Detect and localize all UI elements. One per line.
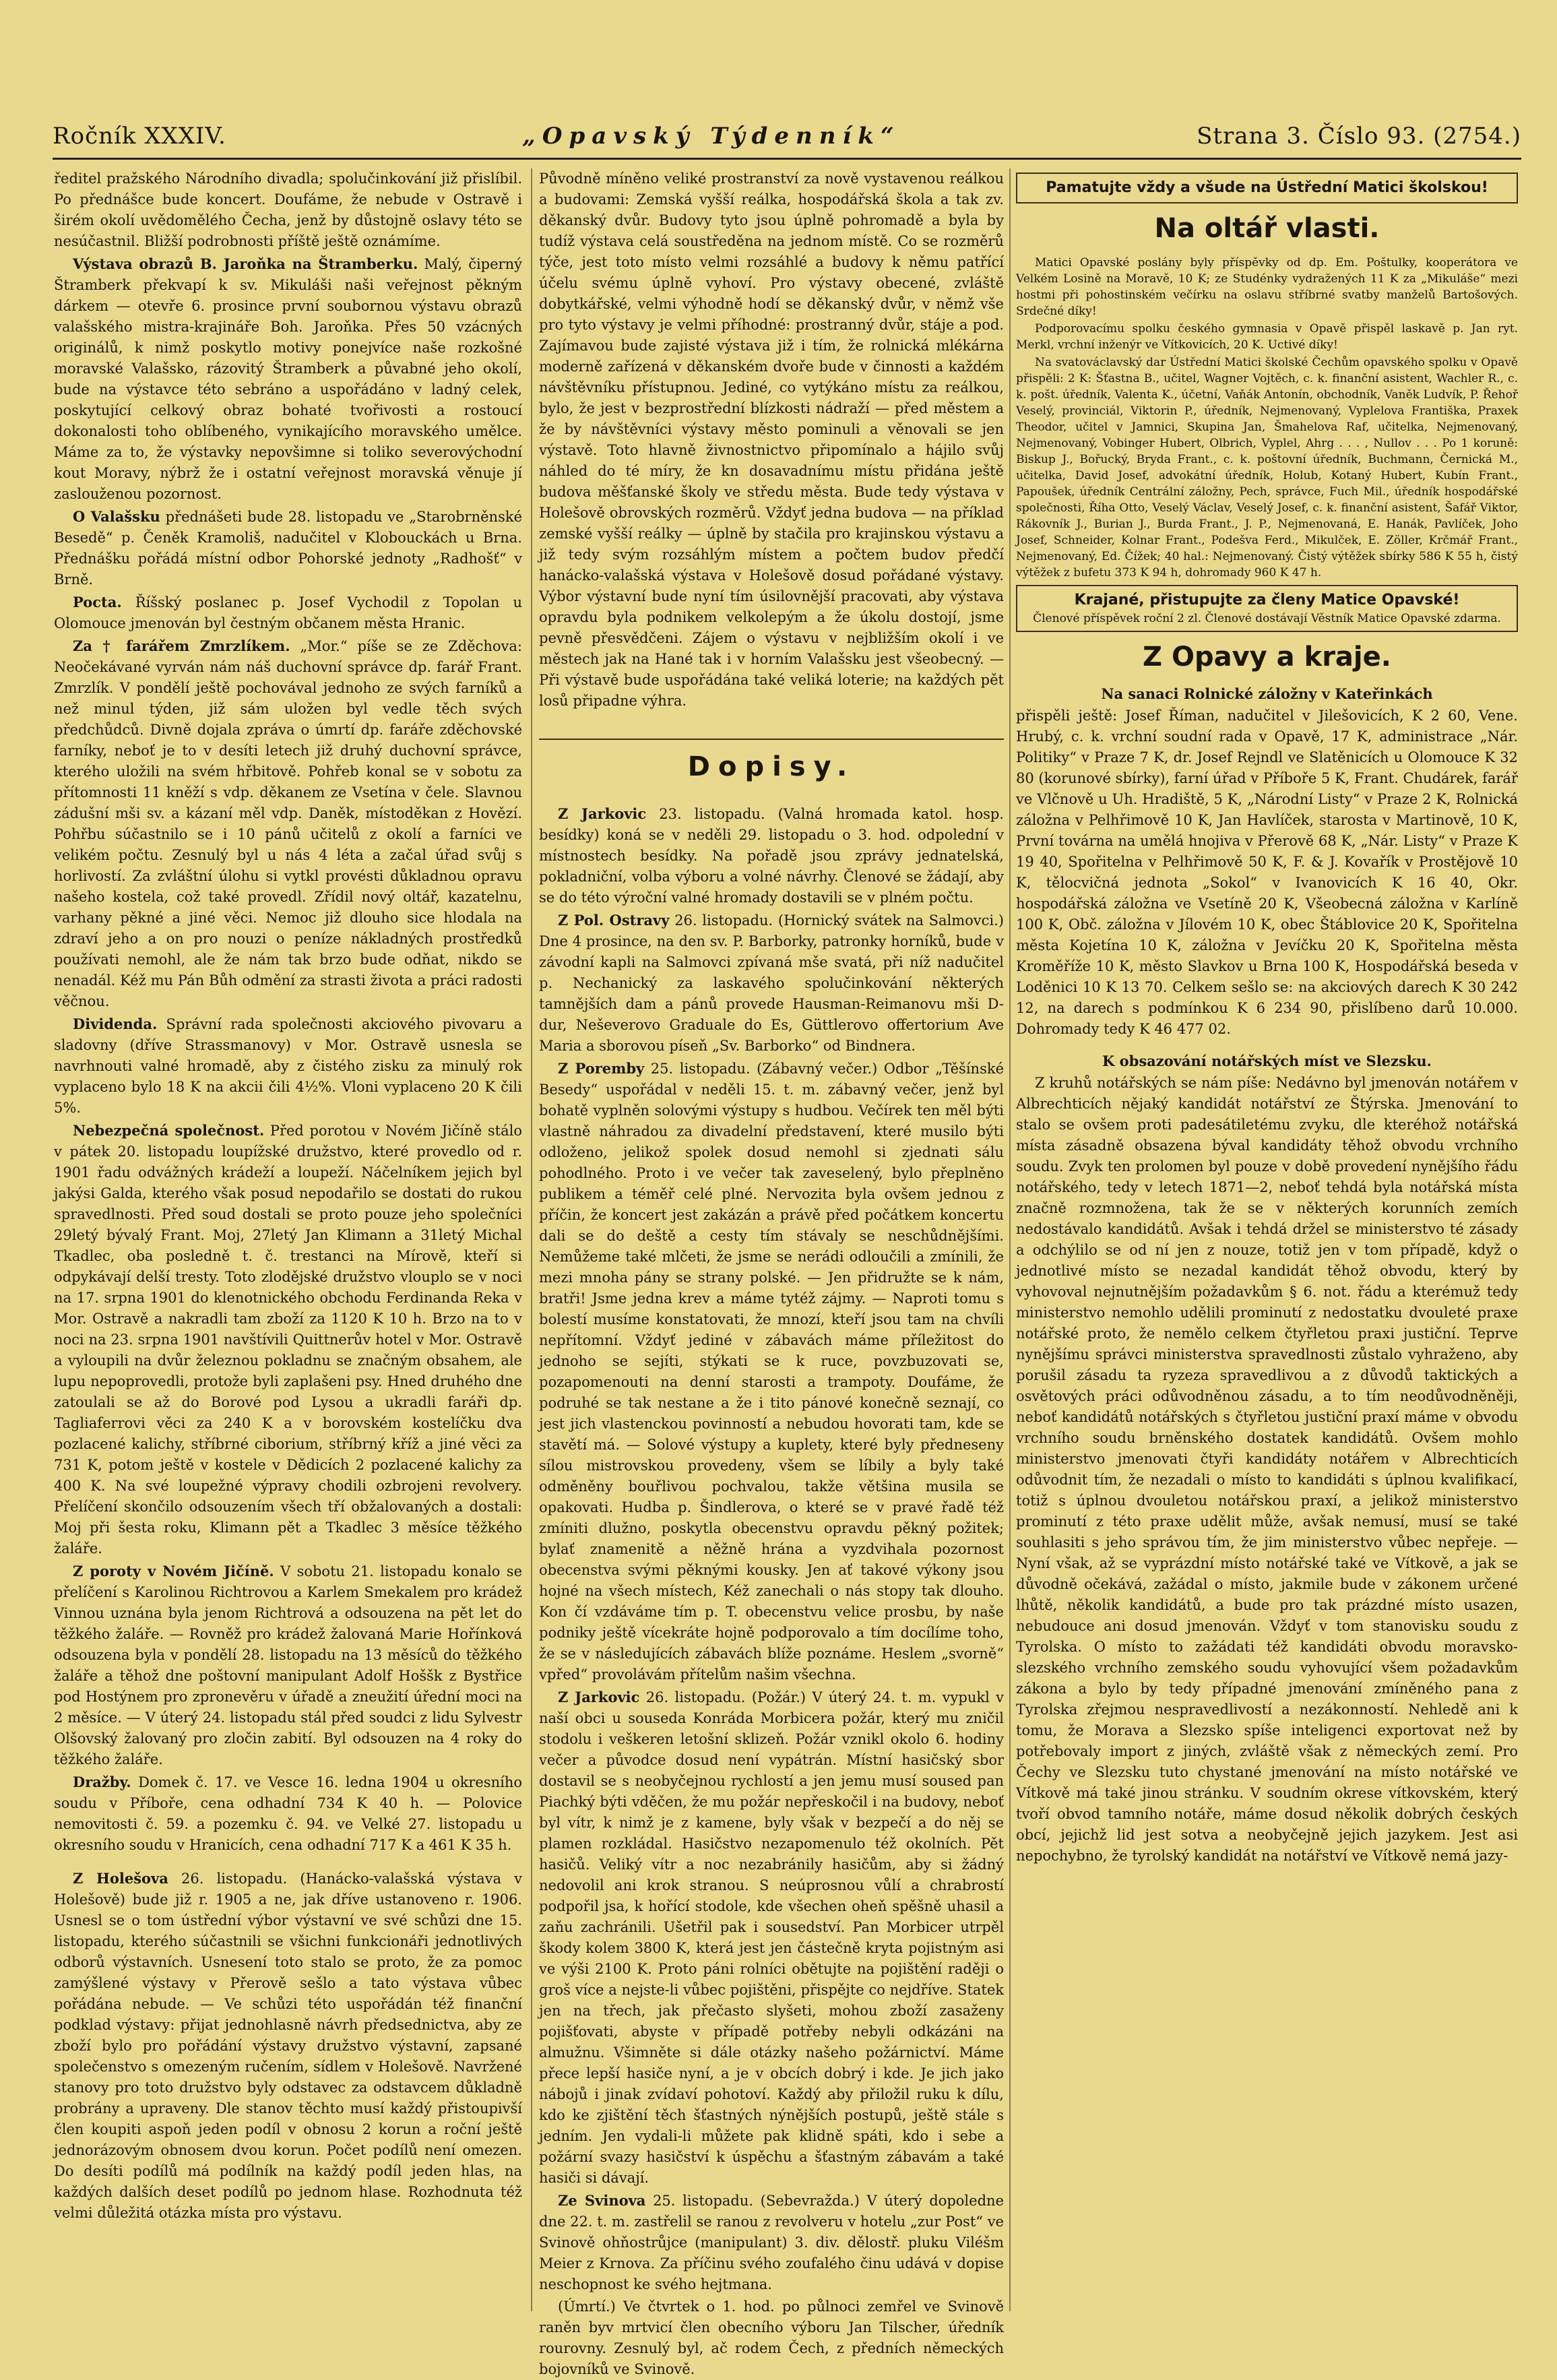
article-title: Výstava obrazů B. Jaroňka na Štramberku. bbox=[73, 255, 418, 272]
article-text: 26. listopadu. (Hanácko-valašská výstava v Holešově) bude již r. 1905 a ne, jak dříve ustanoveno r. 1906. Usnesl se o tom ústřední výbor výstavní ve své schůzi dne 15. listopadu, kterého súčastnili se všichni funkcionáři jednotlivých odborů výstavních. Usnesení toto stalo se proto, že za pomoc zamýšlené výstavy v Přerově sešlo a tato výstava vůbec pořádána nebude. — Ve schůzi této uspořádán též finanční podklad výstavy: přijat jednohlasně návrh předsednictva, aby ze zboží bylo pro pořádání výstavy družstvo výstavní, zapsané společenstvo s omezeným ručením, sídlem v Holešově. Navržené stanovy pro toto družstvo byly odstavec za odstavcem důkladně probrány a upraveny. Dle stanov těchto musí každý přistoupivší člen koupiti aspoň jeden podíl v obnosu 2 korun a roční ještě jednorázovým obnosem dvou korun. Počet podílů není omezen. Do desíti podílů má podílník na každý podíl jeden hlas, na každých dalších deset podílů po jednom hlase. Rozhodnuta též velmi důležitá otázka místa pro výstavu. bbox=[54, 1871, 523, 2221]
article bbox=[54, 1561, 522, 1770]
header-title: „Opavský Týdenník“ bbox=[522, 123, 901, 150]
article-title: Dražby. bbox=[73, 1774, 131, 1790]
article bbox=[54, 1120, 522, 1559]
article-text: Říšský poslanec p. Josef Vychodil z Topolan u Olomouce jmenován byl čestným občanem města Hranic. bbox=[54, 594, 522, 631]
column-rule-2 bbox=[1009, 168, 1011, 2311]
letter-text: 25. listopadu. (Zábavný večer.) Odbor „Těšínské Besedy“ uspořádal v neděli 15. t. m. zábavný večer, jenž byl bohatě vyplněn solovými výstupy s hudbou. Večírek ten měl býti vlastně náhradou za divadelní představení, které musilo býti odloženo, jelikož spolek dosud nemohl si zjednati sálu pohodlného. Proto i ve večer tak zaveselený, bylo přeplněno publikem a téměř celé plné. Nervozita byla ovšem jednou z příčin, že koncert jest zakázán a právě před počátkem koncertu dali se do deště a cesty tím stávaly se neschůdnějšími. Nemůžeme také mlčeti, že jsme se nerádi odloučili a zmínili, že mezi mnoha pány se strany polské. — Jen přidružte se k nám, bratři! Jsme jedna krev a máme tytéž zájmy. — Naproti tomu s bolestí musíme konstatovati, že mnozí, kteří jsou tam na chvíli nepřítomní. Vždyť jediné v zábavách máme příležitost do jednoho se sejíti, stýkati se k ruce, povzbuzovati se, pozapomenouti na denní starosti a trampoty. Doufáme, že podruhé se tak nestane a že i tito pánové konečně seznají, co jest jich vlastenckou povinností a nebudou hovorati tam, kde se stavětí má. — Solové výstupy a kuplety, které byly předneseny sílou mistrovskou provedeny, všem se líbily a byly také odměněny bouřlivou pochvalou, takže většina musila se opakovati. Hudba p. Šindlerova, o které se v pravé řadě též zmíniti dlužno, poskytla obecenstvu opravdu pěkný požitek; bylať znamenitě a něžně hrána a vyzdvihala pozornost obecenstva svými pěknými kousky. Jen ať takové výkony jsou hojné na všech místech, Kéž zanechali o nás stopy tak dlouho. Kon čí vzdáváme tím p. T. obecenstvu velice prosbu, by naše podniky ještě vícekráte hojně podporovalo a tím docílíme toho, že se v následujících zábavách blíže poznáme. Heslem „svorně“ vpřed“ provolávám přítelům našim všechna. bbox=[539, 1061, 1004, 1683]
column-2 bbox=[539, 168, 1004, 2377]
donation-text: Matici Opavské poslány byly příspěvky od dp. Em. Poštulky, kooperátora ve Velkém Losině na Moravě, 10 K; ze Studénky vydražených 11 K za „Mikuláše“ mezi hostmi při pohostinském večírku na oslavu stříbrné svatby manželů Bartošových. Srdečné díky! bbox=[1016, 256, 1518, 318]
letter-text: 23. listopadu. (Valná hromada katol. hosp. besídky) koná se v neděli 29. listopadu o 3. hod. odpolední v místnostech besídky. Na pořadě jsou zprávy jednatelská, pokladniční, volba výboru a volné návrhy. Členové se žádají, aby se do této výroční valné hromady dostavili se v plném počtu. bbox=[539, 806, 1004, 906]
article-text: V sobotu 21. listopadu konalo se přelíčení s Karolinou Richtrovou a Karlem Smekalem pro krádež Vinnou uznána byla jenom Richtrová a odsouzena na pět let do těžkého žaláře. — Rovněž pro krádež žalovaná Marie Hořínková odsouzena byla v pondělí 28. listopadu na 13 měsíců do těžkého žaláře a těhož dne poštovní manipulant Adolf Hoššk z Bystřice pod Hostýnem pro zpronevěru v úřadě a zneužití úřední moci na 2 měsíce. — V úterý 24. listopadu stál před soudci z lidu Sylvestr Olšovský žalovaný pro zločin zabití. Byl odsouzen na 4 roky do těžkého žaláře. bbox=[54, 1563, 522, 1767]
letter-title: Z Jarkovic bbox=[558, 805, 647, 822]
section-heading-dopisy: Dopisy. bbox=[539, 739, 1004, 787]
header-page-number: Strana 3. Číslo 93. (2754.) bbox=[1197, 123, 1521, 150]
article-text: přispěli ještě: Josef Říman, nadučitel v Jilešovicích, K 2 60, Vene. Hrubý, c. k. vrchní soudní rada v Opavě, 17 K, administrace „Nár. Politiky“ v Praze 7 K, dr. Josef Rejndl ve Slatěnicích u Olomouce K 32 80 (korunové sbírky), farní úřad v Příboře 5 K, Frant. Chudárek, farář ve Vlčnově u Uh. Hradiště, 5 K, „Národní Listy“ v Praze 2 K, Rolnická záložna v Pelhřimově 10 K, Jan Havlíček, starosta v Martinově, 10 K, První továrna na umělá hnojiva v Přerově 68 K, „Nár. Listy“ v Praze K 19 40, Spořitelna v Pelhřimově 50 K, F. & J. Kovařík v Prostějově 10 K, tělocvičná jednota „Sokol“ v Ivanovicích K 16 40, Okr. hospodářská záložna ve Vsetíně 20 K, Všeobecná záložna v Karlíně 100 K, Obč. záložna v Jílovém 10 K, obec Štáblovice 20 K, Spořitelna města Kojetína 10 K, záložna v Jevíčku 20 K, Spořitelna města Kroměříže 10 K, město Slavkov u Brna 100 K, Hospodářská beseda v Loděnici 10 K 13 70. Celkem sešlo se: na akciových darech K 30 242 12, na darech s podmínkou K 6 234 90, přislíbeno darů 10.000. Dohromady tedy K 46 477 02. bbox=[1016, 708, 1518, 1037]
article-text: „Mor.“ píše se ze Zděchova: Neočekávané vyrván nám náš duchovní správce dp. farář Frant. Zmrzlík. V pondělí ještě pochovával jednoho ze svých farníků a než minul týden, již sám uložen byl vedle těch svých předchůdců. Divně dojala zpráva o úmrtí dp. faráře zděchovské farníky, neboť je to v desíti letech již druhý duchovní správce, kterého uložili na svém hřbitově. Pohřeb konal se v sobotu za přítomnosti 11 kněží s vdp. děkanem ze Vsetína v čele. Slavnou zádušní mši sv. a kázaní měl vdp. Daněk, místoděkan z Hovězí. Pohřbu súčastnilo se i 10 pánů učitelů z okolí a farníci ve velikém počtu. Zesnulý byl u nás 4 léta a začal úřad svůj s horlivostí. Za zvláštní úlohu si vytkl provésti důkladnou opravu našeho kostela, což také provedl. Zřídil nový oltář, kazatelnu, varhany pěkné a jiné věci. Nemoc již dlouho sice hlodala na zdraví jeho a on pro nouzi o peníze nákladných prostředků používati nemohl, ale že nám tak brzo bude odňat, nikdo se nenadál. Kéž mu Pán Bůh odmění za strasti života a práci radosti věčnou. bbox=[54, 638, 522, 1009]
column-1 bbox=[54, 168, 522, 2311]
letter bbox=[539, 1058, 1004, 1685]
article-title: Z Holešova bbox=[73, 1870, 168, 1887]
article bbox=[54, 592, 522, 634]
letter-title: Z Pol. Ostravy bbox=[558, 912, 670, 929]
article-title: Pocta. bbox=[73, 594, 122, 610]
page-header bbox=[53, 115, 1521, 160]
article-title: O Valašsku bbox=[73, 508, 160, 525]
article bbox=[54, 635, 522, 1012]
header-volume: Ročník XXXIV. bbox=[53, 123, 226, 150]
donation-text: Na svatováclavský dar Ústřední Matici školské Čechům opavského spolku v Opavě přispěli: 2 K: Šťastna B., učitel, Wagner Vojtěch, c. k. finanční asistent, Wachler R., c. k. pošt. úředník, Valenta K., účetní, Vaňák Antonín, obchodník, Vaněk Ludvík, P. Řehoř Veselý, provinciál, Viktorin P., úředník, Nejmenovaný, Vyplelova Františka, Praxek Theodor, učitel v Jamnici, Skupina Jan, Šmahelova Raf, učitelka, Nejmenovaný, Nejmenovaný, Vobinger Hubert, Olbrich, Vyplel, Ahrg . . . , Nullov . . . Po 1 koruně: Biskup J., Bořucký, Bryda Frant., c. k. poštovní úředník, Buchmann, Černická M., učitelka, David Josef, advokátní úředník, Holub, Kotaný Hubert, Kubín Frant., Papoušek, úředník Centrální záložny, Pech, správce, Fuch Mil., úředník hospodářské společnosti, Říha Otto, Veselý Václav, Veselý Josef, c. k. finanční asistent, Šafář Viktor, Rákovník J., Burian J., Burda Frant., J. P., Nejmenovaná, E. Hanák, Pavlíček, Joho Josef, Schneider, Kolnar Frant., Podešva Ferd., Mikulček, E. Zöller, Krčmář Frant., Nejmenovaný, Ed. Čížek; 40 hal.: Nejmenovaný. Čistý výtěžek sbírky 586 K 55 h, čistý výtěžek z bufetu 373 K 94 h, dohromady 960 K 47 h. bbox=[1016, 356, 1518, 580]
letter-title: Z Jarkovic bbox=[558, 1689, 640, 1705]
notice-title: Pamatujte vždy a všude na Ústřední Matici školskou! bbox=[1046, 179, 1488, 196]
article bbox=[54, 253, 522, 505]
letter bbox=[539, 910, 1004, 1057]
article bbox=[54, 506, 522, 590]
article-text: Domek č. 17. ve Vesce 16. ledna 1904 u okresního soudu v Příboře, cena odhadní 734 K 40 h. — Polovice nemovitosti č. 59. a pozemku č. 94. ve Velké 27. listopadu u okresního soudu v Hranicích, cena odhadní 717 K a 461 K 35 h. bbox=[54, 1774, 522, 1853]
article-title: K obsazování notářských míst ve Slezsku. bbox=[1102, 1053, 1432, 1069]
article-text: Malý, čiperný Štramberk překvapí k sv. Mikuláši naši veřejnost pěkným dárkem — otevře 6. prosince první soubornou výstavu obrazů valašského mistra-krajináře Boh. Jaroňka. Přes 50 vzácných originálů, k nimž poskytlo motivy ponejvíce naše rozkošné moravské Valašsko, rázovitý Štramberk a půvabné jeho okolí, bude na výstavce této sebráno a uspořádáno v ladný celek, poskytující celkový obraz bohaté tvořivosti a rostoucí dokonalosti toho oblíbeného, vynikajícího moravského umělce. Máme za to, že výstavky nepovšimne si toliko severovýchodní kout Moravy, nýbrž že i ostatní veřejnost moravská věnuje jí zaslouženou pozornost. bbox=[54, 256, 522, 502]
article-title: Nebezpečná společnost. bbox=[73, 1122, 265, 1139]
letter bbox=[539, 1687, 1004, 2189]
article-title: Za † farářem Zmrzlíkem. bbox=[73, 637, 290, 654]
article-title: Z poroty v Novém Jičíně. bbox=[73, 1563, 274, 1579]
article-text: Správní rada společnosti akciového pivovaru a sladovny (dříve Strassmanovy) v Mor. Ostravě usnesla se navrhnouti valné hromadě, aby z čistého zisku za minulý rok vyplaceno bylo 18 K na akcii čili 4½%. Vloni vyplaceno 20 K čili 5%. bbox=[54, 1016, 523, 1116]
notice-text: Členové příspěvek roční 2 zl. Členové dostávají Věstník Matice Opavské zdarma. bbox=[1033, 612, 1501, 625]
letter-text: 26. listopadu. (Hornický svátek na Salmovci.) Dne 4 prosince, na den sv. P. Barborky, patronky horníků, bude v závodní kapli na Salmovci zpívaná mše svatá, při níž nadučitel p. Nechanický za laskavého spolučinkování některých tamnějších dam a pánů provede Hausman-Reimanovu mši D-dur, Neševerovo Graduale do Es, Güttlerovo offertorium Ave Maria a sborovou píseň „Sv. Barborko“ od Bindnera. bbox=[539, 912, 1004, 1054]
notice-box-matice bbox=[1016, 173, 1518, 203]
article-text: Před porotou v Novém Jičíně stálo v pátek 20. listopadu loupížské družstvo, které provedlo od r. 1901 řadu odvážných krádeží a loupeží. Náčelníkem jejich byl jakýsi Galda, kterého však posud nepodařilo se dostati do rukou spravedlnosti. Před soud dostali se proto pouze jeho společníci 29letý bývalý Frant. Moj, 27letý Jan Klimann a 31letý Michal Tkadlec, oba posledně t. č. trestanci na Mírově, kteří si odpykávají delší tresty. Toto zlodějské družstvo vlouplo se v noci na 17. srpna 1901 do klenotnického obchodu Ferdinanda Reka v Mor. Ostravě a nakradli tam zboží za 1120 K 10 h. Brzo na to v noci na 23. srpna 1901 navštívili Quittnerův hotel v Mor. Ostravě a vyloupili na dvůr železnou pokladnu se značným obsahem, ale lupu nepoprovedli, protože byli zaplašeni psy. Hned druhého dne zatoulali se až do Borové pod Lysou a ukradli faráři dp. Tagliaferrovi věci za 240 K a v borovském kostelíčku dva pozlacené kalichy, stříbrné ciborium, stříbrný kříž a jiné věci za 731 K, potom ještě v kostele v Dědicích 2 pozlacené kalichy za 400 K. Na své loupežné výpravy chodili ozbrojeni revolvery. Přelíčení skončilo odsouzením všech tří obžalovaných a dostali: Moj při šesta roku, Klimann pět a Tkadlec 3 měsíce těžkého žaláře. bbox=[54, 1123, 522, 1557]
section-heading-opava: Z Opavy a kraje. bbox=[1143, 641, 1391, 672]
letter-text: 25. listopadu. (Sebevražda.) V úterý dopoledne dne 22. t. m. zastřelil se ranou z revolveru v hotelu „zur Post“ ve Svinově ohňostrůjce (manipulant) 3. div. dělostř. pluku Viléšm Meier z Krnova. Za příčinu svého zoufalého činu udává v dopise neschopnost ke svého hejtmana. bbox=[539, 2193, 1004, 2292]
letter-text: 26. listopadu. (Požár.) V úterý 24. t. m. vypukl v naší obci u souseda Konráda Morbicera požár, který mu zničil stodolu i veškeren letošní sklizeň. Požár vznikl okolo 6. hodiny večer a původce dosud není vypátrán. Místní hasičský sbor dostavil se s neobyčejnou rychlostí a jen jemu musí soused pan Piachký býti vděčen, že mu požár nepřeskočil i na budovy, neboť byl vítr, k nimž je z kamene, byly však v bezpečí a do něj se plamen rozkládal. Hasičstvo nezapomenulo též okolních. Pět hasičů. Veliký vítr a noc nezabránily hasičům, aby si žádný nedovolil ani krok stranou. S neúprosnou vůlí a chrabrostí podpořil jsa, k hořící stodole, kde všechen oheň spěšně uhasil a zaňu zachránili. Ušetřil pak i sousedství. Pan Morbicer utrpěl škody kolem 3800 K, která jest jen částečně kryta pojistným asi ve výši 2100 K. Proto páni rolníci obětujte na pojištění raději o groš více a nejste-li vůbec pojištěni, přispějte co nejdříve. Statek jen na třech, jak přečasto slyšeti, mohou zboží zasaženy pojišťovati, abyste v případě potřeby nebyli odkázáni na almužnu. Všimněte si dále otázky našeho požárnictví. Máme přece lepší hasiče nyní, a je v obcích dobrý i kde. Je jich jako nábojů i jinak zvídaví pohotoví. Každý aby přiložil ruku k dílu, kdo ke zjištění těch šťastných nýnějších postupů, ještě stále s jedním. Jen vydali-li můžete pak klidně spáti, kdo i sebe a požární svazy hasičství k úspěchu a šťastným zábavám a také hasiči si dávají. bbox=[539, 1689, 1004, 2186]
letter bbox=[539, 2296, 1004, 2380]
letter bbox=[539, 803, 1004, 908]
notice-title: Krajané, přistupujte za členy Matice Opavské! bbox=[1074, 592, 1460, 608]
column-3 bbox=[1016, 168, 1518, 2311]
letter-text: (Úmrtí.) Ve čtvrtek o 1. hod. po půlnoci zemřel ve Svinově raněn byv mrtvicí člen obecního výboru Jan Tilscher, úředník rourovny. Zesnulý byl, ač rodem Čech, z předních německých bojovníků ve Svinově. bbox=[539, 2298, 1004, 2377]
notice-box-members bbox=[1016, 585, 1518, 632]
article bbox=[54, 1868, 522, 2224]
article-text: ředitel pražského Národního divadla; spolučinkování již přislíbil. Po přednášce bude koncert. Doufáme, že nebude v Ostravě i širém okolí uvědomělého Čecha, jenž by důstojně oslavy této se nesúčastnil. Bližší podrobnosti příště ještě oznámíme. bbox=[54, 170, 522, 249]
article-text: Původně míněno veliké prostranství za nově vystavenou reálkou a budovami: Zemská vyšší reálka, hospodářská škola a tak zv. děkanský dvůr. Budovy tyto jsou úplně pohromadě a byla by tudíž výstava celá soustředěna na jednom místě. Co se rozměrů týče, jest toto místo velmi rozsáhlé a budovy k němu patřící účelu svému úplně vyhoví. Pro výstavy obecené, zvláště dobytkářské, velmi výhodně hodí se děkanský dvůr, v němž vše pro tyto výstavy je velmi příhodné: prostranný dvůr, stáje a pod. Zajímavou bude zajisté výstava již i tím, že rolnická mlékárna moderně zařízená v děkanském dvoře bude v činnosti a každém návštěvníku přístupnou. Jediné, co vytýkáno místu za reálkou, bylo, že jest v bezprostřední blízkosti nádraží — před městem a že by návštěvníci výstavy město pominuli a věnovali se jen výstavě. Toto hlavně živnostnictvo připomínalo a hájilo svůj náhled do té míry, že kn dosavadnímu místu přidána ještě budova měšťanské školy ve středu města. Bude tedy výstava v Holešově obrovských rozměrů. Vždyť jedna budova — na příklad zemské vyšší reálky — úplně by stačila pro krajinskou výstavu a již tedy svým rozsáhlým místem a počtem budov předčí hanácko-valašská výstava v Holešově dosud pořádané výstavy. Výbor výstavní bude nyní tím úsilovnější pracovati, aby výstava opravdu byla podnikem velkolepým a že úkolu dostojí, jsme pevně přesvědčeni. Zájem o výstavu v nejbližším okolí i ve městech jak na Hané tak i v horním Valašsku jest všeobecný. — Při výstavě bude uspořádána také veliká loterie; na každých pět losů připadne výhra. bbox=[539, 170, 1004, 709]
letter-title: Ze Svinova bbox=[558, 2192, 646, 2209]
article-text: Z kruhů notářských se nám píše: Nedávno byl jmenován notářem v Albrechticích nějaký kandidát notářství ze Štýrska. Jmenování to stalo se ovšem proti padesátiletému zvyku, dle kteréhož notářská místa zásadně obsazena býval kandidáty těhož obvodu vrchního soudu. Zvyk ten prolomen byl pouze v době provedení nynějšího řádu notářského, tedy v letech 1871—2, neboť tehdá byla notářská místa značně rozmnožena, tak že se v některých korunních zemích nedostávalo kandidátů. Avšak i tehdá držel se ministerstvo té zásady a odchýlilo se od ní jen z nouze, totiž jen v tom případě, když o jednotlivé místo se nezadal kandidát těhož obvodu, který by vyhovoval nejnutnějším požadavkům § 6. not. řádu a kterémuž tedy ministerstvo nemohlo udělili prominutí z nedostatku dvouleté praxe notářské proto, že nemělo celkem čtyřletou praxi justiční. Teprve nynějšímu správci ministerstva spravedlnosti zůstalo vyhraženo, aby porušil zásadu ta ryzeza spravedlivou a z důvodů taktických a osvětových práci odůvodněnou zásadu, a to tím neodůvodněněji, neboť kandidátů notářských s čtyřletou justiční praxí máme v obvodu vrchního soudu brněnského dostatek kandidátů. Ovšem mohlo ministerstvo jmenovati čtyři kandidáty notářem v Albrechticích odůvodnit tím, že nezadali o místo to kandidáti s úplnou kvalifikací, totiž s úplnou dvouletou notářskou praxí, a jelikož ministerstvo prominutí z této praxe udělit může, avšak nemusí, musí se také souhlasiti s jeho správou tím, že jim ministerstvo vůbec nepřeje. — Nyní však, až se vyprázdní místo notářské také ve Vítkově, a jak se důvodně očekává, zažádal o místo, jakmile bude v zákonem určené lhůtě, několik kandidátů, a bude pro tak prázdné místo usazen, nebudouce ani dosud jmenován. Vždyť v tom stanovisku soudu z Tyrolska. O místo to zažádati též kandidáti obvodu moravsko-slezského vrchního zemského soudu vyhovující všem požadavkům zákona a bylo by tedy případné jmenování zmíněného pana z Tyrolska zřejmou nespravedlivostí a nezákonností. Nehledě ani k tomu, že Morava a Slezsko spíše inteligenci exportovat než by potřebovaly import z jiných, zvláště však z německých zemí. Pro Čechy ve Slezsku tuto chystané jmenování na místo notářské ve Vítkově má také jinou stránku. V soudním okrese vítkovském, který tvoří obvod tamního notáře, máme dosud několik dobrých českých obcí, jejichž lid jest sotva a neobyčejně jejich jazykem. Jest asi nepochybno, že tyrolský kandidát na notářství ve Vítkově nemá jazy- bbox=[1016, 1075, 1518, 1864]
column-rule-1 bbox=[531, 168, 532, 2311]
article-text: přednášeti bude 28. listopadu ve „Starobrněnské Besedě“ p. Čeněk Kramoliš, nadučitel v Klobouckách u Brna. Přednášku pořádá místní odbor Pohorské jednoty „Radhošť“ v Brně. bbox=[54, 509, 523, 588]
letter-title: Z Poremby bbox=[558, 1060, 645, 1077]
section-heading-oltar: Na oltář vlasti. bbox=[1154, 213, 1380, 244]
donation-text: Podporovacímu spolku českého gymnasia v Opavě přispěl laskavě p. Jan ryt. Merkl, vrchní inženýr ve Vítkovicích, 20 K. Uctivé díky! bbox=[1016, 322, 1518, 352]
article-title: Na sanaci Rolnické záložny v Kateřinkách bbox=[1101, 685, 1433, 702]
article-title: Dividenda. bbox=[73, 1015, 158, 1032]
article bbox=[54, 1772, 522, 1856]
letter bbox=[539, 2190, 1004, 2295]
article bbox=[54, 1013, 522, 1119]
